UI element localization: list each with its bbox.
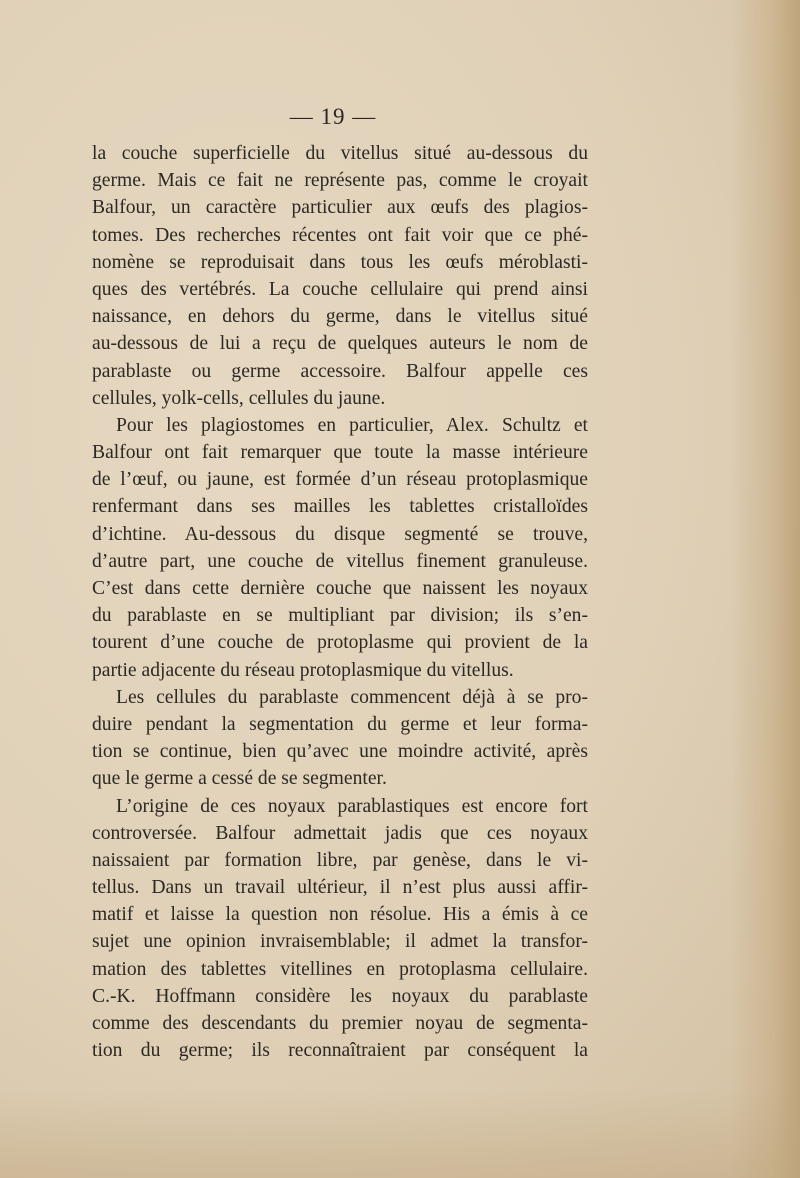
text-line: L’origine de ces noyaux parablastiques est encore fort — [116, 795, 588, 817]
text-line: nomène se reproduisait dans tous les œufs méroblasti- — [92, 251, 588, 273]
page-edge-shading — [730, 0, 800, 1178]
body-text — [92, 140, 588, 1064]
text-line: C.-K. Hoffmann considère les noyaux du parablaste — [92, 985, 588, 1007]
text-line: mation des tablettes vitellines en protoplasma cellulaire. — [92, 958, 588, 980]
text-line: matif et laisse la question non résolue. His a émis à ce — [92, 904, 588, 926]
page-bottom-shading — [0, 1088, 800, 1178]
text-line: d’autre part, une couche de vitellus finement granuleuse. — [92, 550, 588, 572]
text-line: tion se continue, bien qu’avec une moindre activité, après — [92, 741, 588, 763]
text-line: au-dessous de lui a reçu de quelques auteurs le nom de — [92, 333, 588, 355]
text-line: Les cellules du parablaste commencent déjà à se pro- — [116, 686, 588, 708]
text-line: d’ichtine. Au-dessous du disque segmenté se trouve, — [92, 523, 588, 545]
page-number: — 19 — — [289, 104, 377, 129]
text-line: C’est dans cette dernière couche que naissent les noyaux — [92, 578, 588, 599]
text-line: Balfour ont fait remarquer que toute la masse intérieure — [92, 442, 588, 464]
text-line: du parablaste en se multipliant par division; ils s’en- — [92, 605, 588, 627]
text-line: de l’œuf, ou jaune, est formée d’un réseau protoplasmique — [92, 469, 588, 491]
text-line: partie adjacente du réseau protoplasmique du vitellus. — [92, 659, 514, 681]
text-line: naissance, en dehors du germe, dans le vitellus situé — [92, 306, 588, 328]
text-line: duire pendant la segmentation du germe et leur forma- — [92, 713, 588, 735]
text-line: ques des vertébrés. La couche cellulaire qui prend ainsi — [92, 278, 588, 300]
text-line: cellules, yolk-cells, cellules du jaune. — [92, 387, 386, 409]
text-line: tourent d’une couche de protoplasme qui provient de la — [92, 632, 588, 654]
text-line: comme des descendants du premier noyau de segmenta- — [92, 1013, 588, 1034]
text-line: renfermant dans ses mailles les tablettes cristalloïdes — [92, 496, 588, 518]
text-line: germe. Mais ce fait ne représente pas, comme le croyait — [92, 170, 588, 192]
text-line: parablaste ou germe accessoire. Balfour appelle ces — [92, 360, 588, 382]
text-line: sujet une opinion invraisemblable; il admet la transfor- — [92, 931, 588, 953]
text-line: tellus. Dans un travail ultérieur, il n’est plus aussi affir- — [92, 877, 588, 899]
text-line: Balfour, un caractère particulier aux œufs des plagios- — [92, 197, 588, 219]
text-line: naissaient par formation libre, par genèse, dans le vi- — [92, 849, 588, 871]
text-line: tomes. Des recherches récentes ont fait voir que ce phé- — [92, 224, 588, 246]
text-line: Pour les plagiostomes en particulier, Alex. Schultz et — [116, 414, 588, 436]
text-line: que le germe a cessé de se segmenter. — [92, 768, 387, 790]
text-line: la couche superficielle du vitellus situé au-dessous du — [92, 143, 588, 164]
text-line: controversée. Balfour admettait jadis que ces noyaux — [92, 822, 588, 844]
text-line: tion du germe; ils reconnaîtraient par conséquent la — [92, 1040, 588, 1062]
